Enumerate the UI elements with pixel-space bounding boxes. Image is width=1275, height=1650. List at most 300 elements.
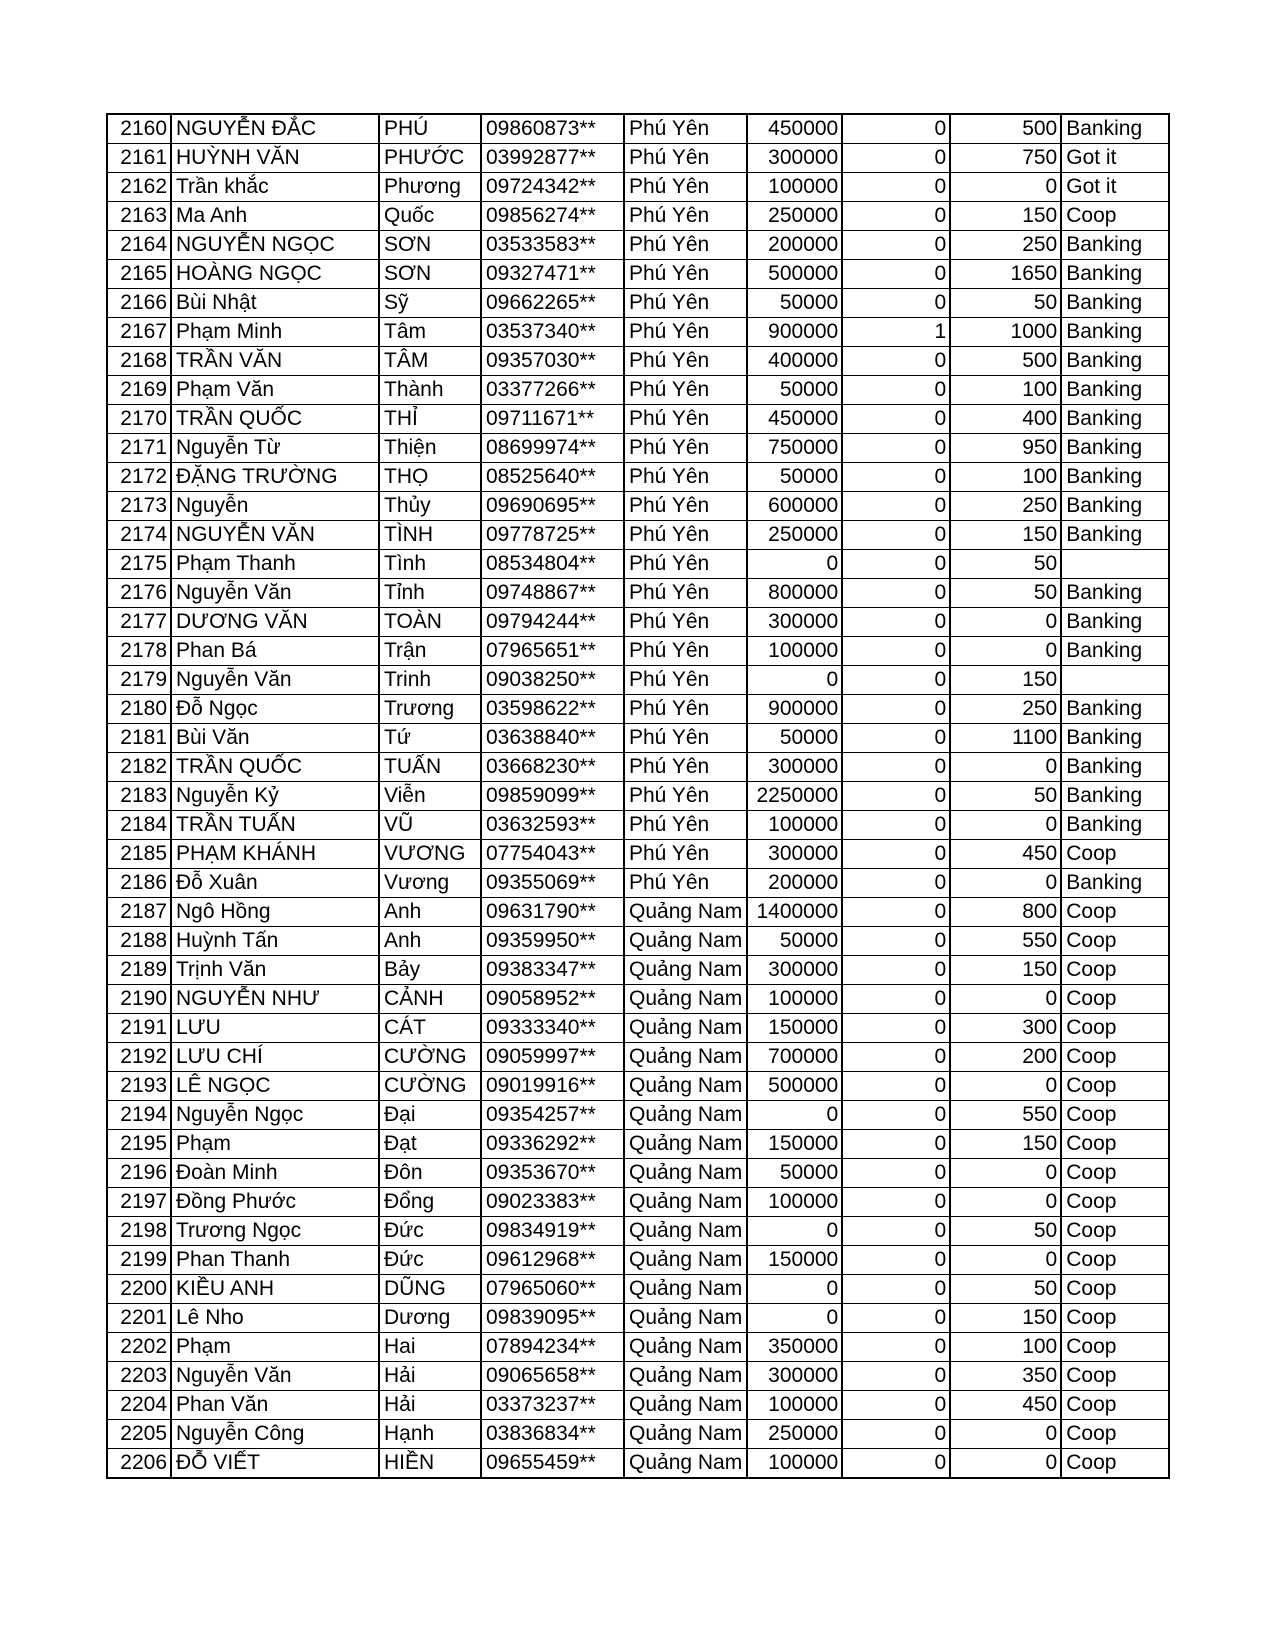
payment-method-cell: Coop bbox=[1061, 840, 1169, 869]
amount-cell: 1400000 bbox=[747, 898, 842, 927]
payment-method-cell: Banking bbox=[1061, 289, 1169, 318]
table-row bbox=[107, 1130, 1169, 1159]
province-cell: Phú Yên bbox=[624, 695, 747, 724]
points-cell: 0 bbox=[950, 637, 1061, 666]
phone-cell: 09794244** bbox=[481, 608, 624, 637]
payment-method-cell: Banking bbox=[1061, 463, 1169, 492]
flag-cell: 0 bbox=[842, 492, 950, 521]
first-name-cell: TOÀN bbox=[379, 608, 481, 637]
row-number-cell: 2162 bbox=[107, 173, 171, 202]
table-row bbox=[107, 376, 1169, 405]
first-name-cell: HIỀN bbox=[379, 1449, 481, 1479]
payment-method-cell: Coop bbox=[1061, 927, 1169, 956]
first-name-cell: Tỉnh bbox=[379, 579, 481, 608]
row-number-cell: 2183 bbox=[107, 782, 171, 811]
last-name-cell: Nguyễn bbox=[171, 492, 379, 521]
phone-cell: 03377266** bbox=[481, 376, 624, 405]
first-name-cell: Hai bbox=[379, 1333, 481, 1362]
phone-cell: 09333340** bbox=[481, 1014, 624, 1043]
first-name-cell: PHƯỚC bbox=[379, 144, 481, 173]
table-row bbox=[107, 637, 1169, 666]
payment-method-cell: Banking bbox=[1061, 608, 1169, 637]
first-name-cell: Tình bbox=[379, 550, 481, 579]
row-number-cell: 2202 bbox=[107, 1333, 171, 1362]
amount-cell: 100000 bbox=[747, 1449, 842, 1479]
phone-cell: 09058952** bbox=[481, 985, 624, 1014]
phone-cell: 03836834** bbox=[481, 1420, 624, 1449]
table-row bbox=[107, 1333, 1169, 1362]
phone-cell: 03668230** bbox=[481, 753, 624, 782]
first-name-cell: Thành bbox=[379, 376, 481, 405]
points-cell: 350 bbox=[950, 1362, 1061, 1391]
flag-cell: 0 bbox=[842, 144, 950, 173]
amount-cell: 0 bbox=[747, 1101, 842, 1130]
table-row bbox=[107, 1188, 1169, 1217]
payment-method-cell: Coop bbox=[1061, 1130, 1169, 1159]
province-cell: Phú Yên bbox=[624, 202, 747, 231]
flag-cell: 0 bbox=[842, 347, 950, 376]
last-name-cell: TRẦN TUẤN bbox=[171, 811, 379, 840]
flag-cell: 0 bbox=[842, 956, 950, 985]
payment-method-cell: Coop bbox=[1061, 202, 1169, 231]
province-cell: Phú Yên bbox=[624, 144, 747, 173]
province-cell: Phú Yên bbox=[624, 521, 747, 550]
last-name-cell: NGUYỄN VĂN bbox=[171, 521, 379, 550]
province-cell: Phú Yên bbox=[624, 231, 747, 260]
points-cell: 200 bbox=[950, 1043, 1061, 1072]
phone-cell: 03533583** bbox=[481, 231, 624, 260]
first-name-cell: Trận bbox=[379, 637, 481, 666]
amount-cell: 300000 bbox=[747, 840, 842, 869]
phone-cell: 03537340** bbox=[481, 318, 624, 347]
table-row bbox=[107, 1304, 1169, 1333]
last-name-cell: KIỀU ANH bbox=[171, 1275, 379, 1304]
table-row bbox=[107, 1275, 1169, 1304]
first-name-cell: Bảy bbox=[379, 956, 481, 985]
payment-method-cell: Coop bbox=[1061, 1333, 1169, 1362]
last-name-cell: Đồng Phước bbox=[171, 1188, 379, 1217]
points-cell: 300 bbox=[950, 1014, 1061, 1043]
phone-cell: 09357030** bbox=[481, 347, 624, 376]
amount-cell: 150000 bbox=[747, 1130, 842, 1159]
phone-cell: 09383347** bbox=[481, 956, 624, 985]
flag-cell: 0 bbox=[842, 1101, 950, 1130]
points-cell: 550 bbox=[950, 927, 1061, 956]
points-cell: 550 bbox=[950, 1101, 1061, 1130]
last-name-cell: Nguyễn Văn bbox=[171, 1362, 379, 1391]
first-name-cell: Trương bbox=[379, 695, 481, 724]
payment-method-cell: Banking bbox=[1061, 376, 1169, 405]
table-row bbox=[107, 1072, 1169, 1101]
amount-cell: 500000 bbox=[747, 260, 842, 289]
row-number-cell: 2171 bbox=[107, 434, 171, 463]
first-name-cell: Phương bbox=[379, 173, 481, 202]
province-cell: Phú Yên bbox=[624, 173, 747, 202]
province-cell: Phú Yên bbox=[624, 114, 747, 144]
points-cell: 0 bbox=[950, 985, 1061, 1014]
amount-cell: 400000 bbox=[747, 347, 842, 376]
row-number-cell: 2199 bbox=[107, 1246, 171, 1275]
table-row bbox=[107, 608, 1169, 637]
row-number-cell: 2201 bbox=[107, 1304, 171, 1333]
phone-cell: 09612968** bbox=[481, 1246, 624, 1275]
phone-cell: 07894234** bbox=[481, 1333, 624, 1362]
flag-cell: 0 bbox=[842, 173, 950, 202]
payment-method-cell: Coop bbox=[1061, 898, 1169, 927]
payment-method-cell: Banking bbox=[1061, 434, 1169, 463]
phone-cell: 07965651** bbox=[481, 637, 624, 666]
row-number-cell: 2175 bbox=[107, 550, 171, 579]
payment-method-cell: Coop bbox=[1061, 985, 1169, 1014]
last-name-cell: HUỲNH VĂN bbox=[171, 144, 379, 173]
phone-cell: 09355069** bbox=[481, 869, 624, 898]
flag-cell: 0 bbox=[842, 1391, 950, 1420]
province-cell: Phú Yên bbox=[624, 782, 747, 811]
points-cell: 150 bbox=[950, 666, 1061, 695]
last-name-cell: Bùi Nhật bbox=[171, 289, 379, 318]
payment-method-cell: Coop bbox=[1061, 1188, 1169, 1217]
province-cell: Phú Yên bbox=[624, 434, 747, 463]
payment-method-cell: Coop bbox=[1061, 1072, 1169, 1101]
points-cell: 0 bbox=[950, 173, 1061, 202]
province-cell: Phú Yên bbox=[624, 405, 747, 434]
phone-cell: 08525640** bbox=[481, 463, 624, 492]
last-name-cell: Phạm Văn bbox=[171, 376, 379, 405]
first-name-cell: Thủy bbox=[379, 492, 481, 521]
amount-cell: 50000 bbox=[747, 463, 842, 492]
points-cell: 450 bbox=[950, 840, 1061, 869]
last-name-cell: Phan Văn bbox=[171, 1391, 379, 1420]
amount-cell: 2250000 bbox=[747, 782, 842, 811]
points-cell: 0 bbox=[950, 1420, 1061, 1449]
first-name-cell: Viễn bbox=[379, 782, 481, 811]
last-name-cell: Bùi Văn bbox=[171, 724, 379, 753]
first-name-cell: Tâm bbox=[379, 318, 481, 347]
flag-cell: 0 bbox=[842, 289, 950, 318]
province-cell: Quảng Nam bbox=[624, 1188, 747, 1217]
points-cell: 0 bbox=[950, 1072, 1061, 1101]
points-cell: 50 bbox=[950, 550, 1061, 579]
row-number-cell: 2191 bbox=[107, 1014, 171, 1043]
flag-cell: 0 bbox=[842, 1275, 950, 1304]
flag-cell: 0 bbox=[842, 1072, 950, 1101]
first-name-cell: CÁT bbox=[379, 1014, 481, 1043]
table-row bbox=[107, 114, 1169, 144]
points-cell: 150 bbox=[950, 202, 1061, 231]
phone-cell: 09859099** bbox=[481, 782, 624, 811]
phone-cell: 07965060** bbox=[481, 1275, 624, 1304]
phone-cell: 09353670** bbox=[481, 1159, 624, 1188]
table-row bbox=[107, 318, 1169, 347]
table-row bbox=[107, 724, 1169, 753]
table-row bbox=[107, 579, 1169, 608]
first-name-cell: Đức bbox=[379, 1217, 481, 1246]
flag-cell: 0 bbox=[842, 1014, 950, 1043]
payment-method-cell: Coop bbox=[1061, 1420, 1169, 1449]
amount-cell: 150000 bbox=[747, 1014, 842, 1043]
table-row bbox=[107, 1043, 1169, 1072]
points-cell: 100 bbox=[950, 463, 1061, 492]
payment-method-cell: Banking bbox=[1061, 405, 1169, 434]
row-number-cell: 2179 bbox=[107, 666, 171, 695]
payment-method-cell: Banking bbox=[1061, 724, 1169, 753]
row-number-cell: 2197 bbox=[107, 1188, 171, 1217]
flag-cell: 0 bbox=[842, 695, 950, 724]
table-row bbox=[107, 927, 1169, 956]
table-row bbox=[107, 347, 1169, 376]
last-name-cell: Trần khắc bbox=[171, 173, 379, 202]
row-number-cell: 2169 bbox=[107, 376, 171, 405]
province-cell: Quảng Nam bbox=[624, 1101, 747, 1130]
amount-cell: 0 bbox=[747, 666, 842, 695]
amount-cell: 300000 bbox=[747, 144, 842, 173]
points-cell: 0 bbox=[950, 1159, 1061, 1188]
row-number-cell: 2170 bbox=[107, 405, 171, 434]
payment-method-cell: Coop bbox=[1061, 1391, 1169, 1420]
last-name-cell: Huỳnh Tấn bbox=[171, 927, 379, 956]
phone-cell: 09748867** bbox=[481, 579, 624, 608]
first-name-cell: TÌNH bbox=[379, 521, 481, 550]
amount-cell: 500000 bbox=[747, 1072, 842, 1101]
last-name-cell: Phan Thanh bbox=[171, 1246, 379, 1275]
flag-cell: 0 bbox=[842, 405, 950, 434]
table-row bbox=[107, 985, 1169, 1014]
province-cell: Phú Yên bbox=[624, 840, 747, 869]
row-number-cell: 2161 bbox=[107, 144, 171, 173]
table-row bbox=[107, 956, 1169, 985]
table-row bbox=[107, 1159, 1169, 1188]
flag-cell: 0 bbox=[842, 637, 950, 666]
flag-cell: 0 bbox=[842, 376, 950, 405]
phone-cell: 09711671** bbox=[481, 405, 624, 434]
table-row bbox=[107, 840, 1169, 869]
first-name-cell: Đức bbox=[379, 1246, 481, 1275]
last-name-cell: TRẦN QUỐC bbox=[171, 753, 379, 782]
row-number-cell: 2186 bbox=[107, 869, 171, 898]
province-cell: Quảng Nam bbox=[624, 985, 747, 1014]
amount-cell: 300000 bbox=[747, 956, 842, 985]
row-number-cell: 2163 bbox=[107, 202, 171, 231]
points-cell: 250 bbox=[950, 695, 1061, 724]
points-cell: 400 bbox=[950, 405, 1061, 434]
phone-cell: 08699974** bbox=[481, 434, 624, 463]
phone-cell: 03373237** bbox=[481, 1391, 624, 1420]
province-cell: Phú Yên bbox=[624, 869, 747, 898]
last-name-cell: LÊ NGỌC bbox=[171, 1072, 379, 1101]
phone-cell: 03992877** bbox=[481, 144, 624, 173]
last-name-cell: Phạm Thanh bbox=[171, 550, 379, 579]
province-cell: Phú Yên bbox=[624, 347, 747, 376]
last-name-cell: PHẠM KHÁNH bbox=[171, 840, 379, 869]
phone-cell: 08534804** bbox=[481, 550, 624, 579]
phone-cell: 09019916** bbox=[481, 1072, 624, 1101]
row-number-cell: 2200 bbox=[107, 1275, 171, 1304]
flag-cell: 0 bbox=[842, 463, 950, 492]
first-name-cell: Anh bbox=[379, 927, 481, 956]
first-name-cell: THỌ bbox=[379, 463, 481, 492]
table-row bbox=[107, 753, 1169, 782]
points-cell: 500 bbox=[950, 114, 1061, 144]
row-number-cell: 2206 bbox=[107, 1449, 171, 1479]
last-name-cell: HOÀNG NGỌC bbox=[171, 260, 379, 289]
last-name-cell: LƯU bbox=[171, 1014, 379, 1043]
last-name-cell: Nguyễn Kỷ bbox=[171, 782, 379, 811]
last-name-cell: Ma Anh bbox=[171, 202, 379, 231]
last-name-cell: LƯU CHÍ bbox=[171, 1043, 379, 1072]
row-number-cell: 2184 bbox=[107, 811, 171, 840]
row-number-cell: 2176 bbox=[107, 579, 171, 608]
province-cell: Phú Yên bbox=[624, 724, 747, 753]
points-cell: 0 bbox=[950, 1246, 1061, 1275]
first-name-cell: Hải bbox=[379, 1391, 481, 1420]
row-number-cell: 2177 bbox=[107, 608, 171, 637]
first-name-cell: Anh bbox=[379, 898, 481, 927]
amount-cell: 250000 bbox=[747, 521, 842, 550]
last-name-cell: TRẦN QUỐC bbox=[171, 405, 379, 434]
flag-cell: 0 bbox=[842, 434, 950, 463]
points-cell: 0 bbox=[950, 753, 1061, 782]
last-name-cell: Đỗ Xuân bbox=[171, 869, 379, 898]
last-name-cell: Nguyễn Ngọc bbox=[171, 1101, 379, 1130]
first-name-cell: TÂM bbox=[379, 347, 481, 376]
payment-method-cell: Banking bbox=[1061, 347, 1169, 376]
payment-method-cell: Coop bbox=[1061, 1304, 1169, 1333]
points-cell: 750 bbox=[950, 144, 1061, 173]
province-cell: Phú Yên bbox=[624, 376, 747, 405]
first-name-cell: Tứ bbox=[379, 724, 481, 753]
flag-cell: 0 bbox=[842, 1362, 950, 1391]
amount-cell: 50000 bbox=[747, 927, 842, 956]
row-number-cell: 2204 bbox=[107, 1391, 171, 1420]
row-number-cell: 2160 bbox=[107, 114, 171, 144]
first-name-cell: Đổng bbox=[379, 1188, 481, 1217]
amount-cell: 750000 bbox=[747, 434, 842, 463]
phone-cell: 09662265** bbox=[481, 289, 624, 318]
table-row bbox=[107, 434, 1169, 463]
table-row bbox=[107, 898, 1169, 927]
flag-cell: 0 bbox=[842, 666, 950, 695]
flag-cell: 0 bbox=[842, 579, 950, 608]
phone-cell: 09778725** bbox=[481, 521, 624, 550]
last-name-cell: DƯƠNG VĂN bbox=[171, 608, 379, 637]
phone-cell: 09839095** bbox=[481, 1304, 624, 1333]
last-name-cell: Đỗ Ngọc bbox=[171, 695, 379, 724]
province-cell: Quảng Nam bbox=[624, 898, 747, 927]
province-cell: Quảng Nam bbox=[624, 1043, 747, 1072]
points-cell: 250 bbox=[950, 231, 1061, 260]
phone-cell: 09059997** bbox=[481, 1043, 624, 1072]
table-row bbox=[107, 666, 1169, 695]
first-name-cell: Quốc bbox=[379, 202, 481, 231]
flag-cell: 0 bbox=[842, 114, 950, 144]
row-number-cell: 2174 bbox=[107, 521, 171, 550]
row-number-cell: 2198 bbox=[107, 1217, 171, 1246]
flag-cell: 0 bbox=[842, 550, 950, 579]
points-cell: 100 bbox=[950, 376, 1061, 405]
row-number-cell: 2196 bbox=[107, 1159, 171, 1188]
amount-cell: 900000 bbox=[747, 695, 842, 724]
points-cell: 250 bbox=[950, 492, 1061, 521]
table-row bbox=[107, 695, 1169, 724]
flag-cell: 0 bbox=[842, 231, 950, 260]
amount-cell: 150000 bbox=[747, 1246, 842, 1275]
table-row bbox=[107, 521, 1169, 550]
points-cell: 0 bbox=[950, 608, 1061, 637]
flag-cell: 0 bbox=[842, 927, 950, 956]
payment-method-cell: Coop bbox=[1061, 1217, 1169, 1246]
points-cell: 0 bbox=[950, 1449, 1061, 1479]
province-cell: Quảng Nam bbox=[624, 1159, 747, 1188]
payment-method-cell: Banking bbox=[1061, 260, 1169, 289]
payment-method-cell: Banking bbox=[1061, 492, 1169, 521]
province-cell: Phú Yên bbox=[624, 608, 747, 637]
points-cell: 50 bbox=[950, 1275, 1061, 1304]
phone-cell: 09860873** bbox=[481, 114, 624, 144]
flag-cell: 0 bbox=[842, 1449, 950, 1479]
province-cell: Phú Yên bbox=[624, 318, 747, 347]
last-name-cell: NGUYỄN NGỌC bbox=[171, 231, 379, 260]
row-number-cell: 2185 bbox=[107, 840, 171, 869]
points-cell: 800 bbox=[950, 898, 1061, 927]
row-number-cell: 2203 bbox=[107, 1362, 171, 1391]
last-name-cell: ĐẶNG TRƯỜNG bbox=[171, 463, 379, 492]
last-name-cell: Phạm bbox=[171, 1130, 379, 1159]
row-number-cell: 2195 bbox=[107, 1130, 171, 1159]
amount-cell: 600000 bbox=[747, 492, 842, 521]
amount-cell: 100000 bbox=[747, 811, 842, 840]
flag-cell: 1 bbox=[842, 318, 950, 347]
points-cell: 50 bbox=[950, 782, 1061, 811]
row-number-cell: 2178 bbox=[107, 637, 171, 666]
phone-cell: 09023383** bbox=[481, 1188, 624, 1217]
province-cell: Quảng Nam bbox=[624, 1449, 747, 1479]
table-row bbox=[107, 463, 1169, 492]
first-name-cell: CƯỜNG bbox=[379, 1043, 481, 1072]
province-cell: Phú Yên bbox=[624, 289, 747, 318]
last-name-cell: Trương Ngọc bbox=[171, 1217, 379, 1246]
points-cell: 1100 bbox=[950, 724, 1061, 753]
phone-cell: 09631790** bbox=[481, 898, 624, 927]
last-name-cell: NGUYỄN NHƯ bbox=[171, 985, 379, 1014]
phone-cell: 03632593** bbox=[481, 811, 624, 840]
first-name-cell: Vương bbox=[379, 869, 481, 898]
phone-cell: 09690695** bbox=[481, 492, 624, 521]
amount-cell: 200000 bbox=[747, 231, 842, 260]
last-name-cell: Phạm bbox=[171, 1333, 379, 1362]
amount-cell: 50000 bbox=[747, 724, 842, 753]
payment-method-cell: Banking bbox=[1061, 114, 1169, 144]
province-cell: Quảng Nam bbox=[624, 1420, 747, 1449]
province-cell: Phú Yên bbox=[624, 492, 747, 521]
payment-method-cell: Coop bbox=[1061, 1159, 1169, 1188]
table-row bbox=[107, 260, 1169, 289]
province-cell: Quảng Nam bbox=[624, 1333, 747, 1362]
province-cell: Phú Yên bbox=[624, 811, 747, 840]
amount-cell: 350000 bbox=[747, 1333, 842, 1362]
last-name-cell: Lê Nho bbox=[171, 1304, 379, 1333]
amount-cell: 300000 bbox=[747, 608, 842, 637]
flag-cell: 0 bbox=[842, 898, 950, 927]
points-cell: 150 bbox=[950, 521, 1061, 550]
first-name-cell: Trinh bbox=[379, 666, 481, 695]
payment-method-cell: Coop bbox=[1061, 1275, 1169, 1304]
province-cell: Phú Yên bbox=[624, 753, 747, 782]
amount-cell: 900000 bbox=[747, 318, 842, 347]
amount-cell: 50000 bbox=[747, 376, 842, 405]
flag-cell: 0 bbox=[842, 1246, 950, 1275]
province-cell: Phú Yên bbox=[624, 637, 747, 666]
phone-cell: 09354257** bbox=[481, 1101, 624, 1130]
